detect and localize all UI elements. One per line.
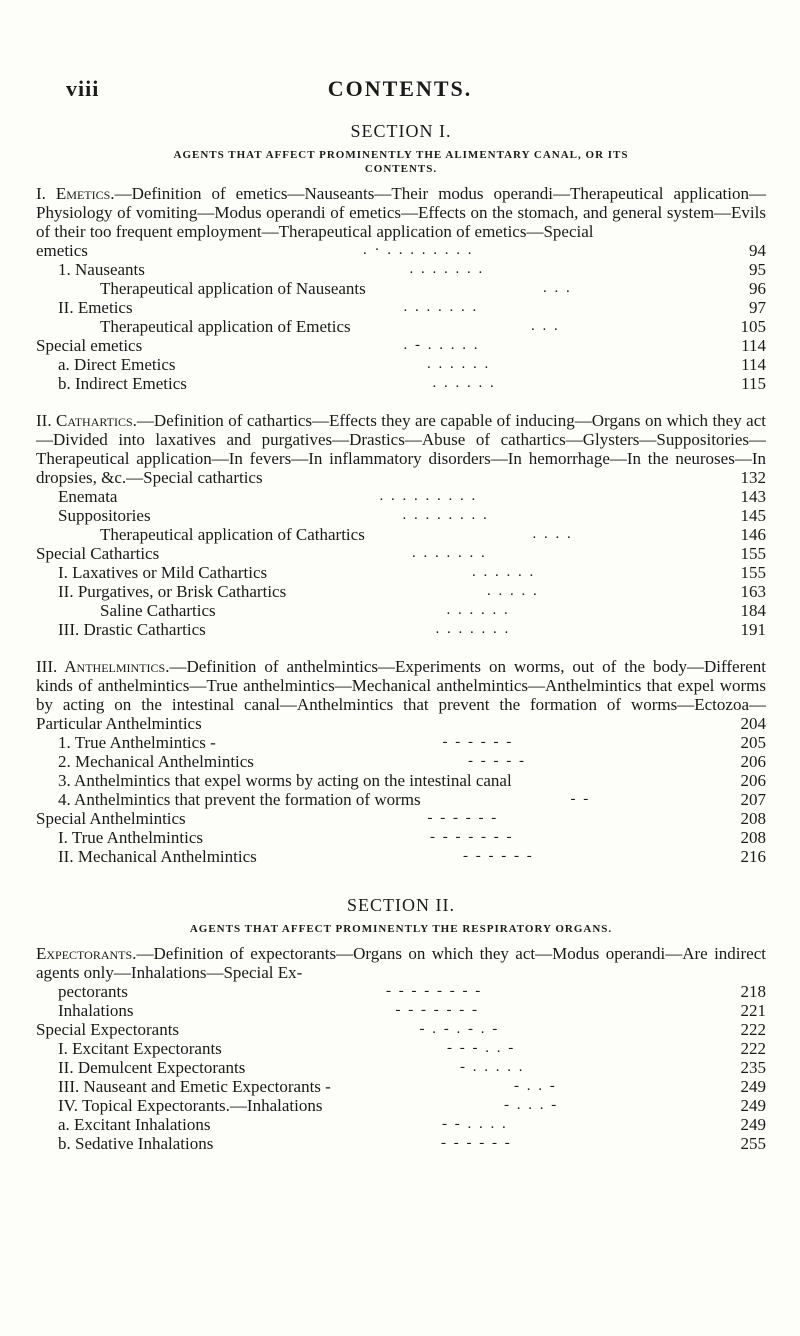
toc-leader-dots: - - - . . - [447,1040,516,1056]
toc-leader-dots: . . . . . . . [435,621,511,637]
toc-entry [36,790,766,809]
toc-page-number: 114 [741,355,766,374]
toc-entry-label: I. Excitant Expectorants [58,1039,222,1058]
toc-entry [36,487,766,506]
toc-entry [36,279,766,298]
chapter-summary: —Definition of expectorants—Organs on which they act—Modus operandi—Are indirect agents only—Inhalations—Special Ex- [36,944,766,982]
toc-page-number: 95 [749,260,766,279]
toc-entry-label: Therapeutical application of Nauseants [100,279,366,298]
toc-entry [36,1001,766,1020]
toc-entry [36,847,766,866]
toc-entry-label: pectorants [58,982,128,1001]
toc-leader-dots: - - - - - - - [430,829,514,845]
toc-leader-dots: . . . . . . . [403,299,479,315]
toc-page-number: 205 [740,733,766,752]
toc-entry [36,1134,766,1153]
toc-entry-label: I. Laxatives or Mild Cathartics [58,563,268,582]
toc-entry [36,336,766,355]
toc-entry-label: II. Emetics [58,298,133,317]
toc-entries [36,487,766,639]
chapter-heading: II. Cathartics. [36,411,137,430]
toc-leader-dots: - - - - - [468,753,526,769]
toc-entry [36,374,766,393]
toc-entry [36,544,766,563]
toc-page-number: 204 [740,714,766,733]
toc-page-number: 143 [740,487,766,506]
toc-entry-label: Enemata [58,487,118,506]
toc-entry-label: 4. Anthelmintics that prevent the formation of worms [58,790,421,809]
toc-entry [36,563,766,582]
toc-entry [36,752,766,771]
toc-entry [36,1058,766,1077]
section-subtitle: AGENTS THAT AFFECT PROMINENTLY THE RESPIRATORY ORGANS. [189,923,613,935]
chapter-summary: —Definition of cathartics—Effects they are capable of inducing—Organs on which they act—Divided into laxatives and purgatives—Drastics—Abuse of cathartics—Glysters—Suppositories—Therapeutical application—In fevers—In inflammatory disorders—In hemorrhage—In the neuroses—In dropsies, &c.—Special cathartics [36,411,766,487]
anthelmintics-block [36,657,766,866]
toc-page-number: 132 [740,468,766,487]
expectorants-paragraph [36,944,766,982]
toc-entry-label: 3. Anthelmintics that expel worms by acting on the intestinal canal [58,771,512,790]
toc-entry [36,317,766,336]
toc-entry [36,601,766,620]
toc-entry-label: a. Excitant Inhalations [58,1115,211,1134]
toc-page-number: 222 [740,1039,766,1058]
toc-entry [36,260,766,279]
contents-label: CONTENTS. [364,163,438,175]
section-subtitle: AGENTS THAT AFFECT PROMINENTLY THE ALIMENTARY CANAL, OR ITS [173,149,629,161]
toc-entry [36,1020,766,1039]
chapter-heading: I. Emetics. [36,184,115,203]
toc-page-number: 191 [740,620,766,639]
toc-entry [36,582,766,601]
toc-leader-dots: - . - . - . - [419,1021,500,1037]
expectorants-block [36,944,766,1153]
running-title: CONTENTS. [327,76,473,101]
toc-leader-dots: - . . - [514,1078,557,1094]
toc-entry-label: III. Nauseant and Emetic Expectorants - [58,1077,331,1096]
toc-entry-label: Special Expectorants [36,1020,180,1039]
toc-leader-dots: - - - - - - - - [386,983,483,999]
toc-entry [36,1115,766,1134]
toc-page-number: 145 [740,506,766,525]
toc-page-number: 97 [749,298,766,317]
toc-entry [36,809,766,828]
toc-page-number: 208 [740,828,766,847]
toc-entry-label: Special Anthelmintics [36,809,186,828]
toc-leader-dots: . - . . . . . [403,337,480,353]
chapter-summary: —Definition of anthelmintics—Experiments on worms, out of the body—Different kinds of anthelmintics—True anthelmintics—Mechanical anthelmintics—Anthelmintics that expel worms by acting on the intestinal canal—Anthelmintics that prevent the formation of worms—Ectozoa—Particular Anthelmintics [36,657,766,733]
toc-page-number: 206 [740,771,766,790]
toc-leader-dots: - - - - - - - [395,1002,479,1018]
toc-entry-label: Inhalations [58,1001,134,1020]
anthelmintics-paragraph [36,657,766,733]
section-title: SECTION I. [350,121,452,141]
toc-entry-label: Saline Cathartics [100,601,216,620]
toc-page-number: 155 [740,544,766,563]
toc-entry [36,525,766,544]
toc-page-number: 249 [740,1115,766,1134]
toc-entries [36,241,766,393]
toc-leader-dots: . . . . . . [427,356,491,372]
toc-page-number: 206 [740,752,766,771]
toc-page-number: 96 [749,279,766,298]
chapter-heading: Expectorants. [36,944,137,963]
toc-entry-label: II. Demulcent Expectorants [58,1058,246,1077]
toc-entry-label: 1. Nauseants [58,260,145,279]
toc-page-number: 94 [749,241,766,260]
section-2 [36,894,766,1153]
toc-leader-dots: . . . [531,318,560,334]
toc-page-number: 255 [740,1134,766,1153]
section-title: SECTION II. [347,895,455,915]
cathartics-block [36,411,766,639]
toc-leader-dots: - - [570,791,591,807]
chapter-summary: —Definition of emetics—Nauseants—Their modus operandi—Therapeutical application—Physiology of vomiting—Modus operandi of emetics—Effects on the stomach, and general system—Evils of their too frequent employment—Therapeutical application of emetics—Special [36,184,766,241]
toc-page-number: 216 [740,847,766,866]
toc-entry-label: Suppositories [58,506,151,525]
toc-entry [36,1096,766,1115]
toc-page-number: 222 [740,1020,766,1039]
toc-page-number: 221 [740,1001,766,1020]
toc-entry-label: 1. True Anthelmintics - [58,733,216,752]
toc-leader-dots: . . . . . [487,583,539,599]
toc-leader-dots: - - - - - - [442,734,514,750]
toc-leader-dots: . . . . . . . . . [379,488,478,504]
toc-leader-dots: - - - - - - [463,848,534,864]
chapter-heading: III. Anthelmintics. [36,657,170,676]
toc-entry-label: Therapeutical application of Emetics [100,317,351,336]
toc-leader-dots: . . . . . . . . [402,507,489,523]
toc-leader-dots: . . . . . . . [409,261,485,277]
toc-entry-label: b. Indirect Emetics [58,374,187,393]
toc-entries [36,982,766,1153]
toc-entry-label: Special emetics [36,336,143,355]
toc-entry-label: Special Cathartics [36,544,160,563]
toc-entry [36,1039,766,1058]
toc-leader-dots: . . . . . . [472,564,536,580]
toc-entry [36,620,766,639]
toc-leader-dots: . · . . . . . . . . [363,242,474,258]
toc-entry-label: II. Purgatives, or Brisk Cathartics [58,582,287,601]
toc-entry [36,1077,766,1096]
toc-page-number: 105 [740,317,766,336]
toc-page-number: 155 [740,563,766,582]
toc-leader-dots: . . . . . . . [412,545,487,561]
toc-leader-dots: - . . . - [504,1097,559,1113]
toc-page-number: 115 [741,374,766,393]
toc-entry-label: b. Sedative Inhalations [58,1134,214,1153]
emetics-paragraph [36,184,766,241]
toc-entry [36,506,766,525]
page-number: viii [66,76,100,101]
toc-leader-dots: . . . . . . [446,602,510,618]
toc-page-number: 114 [741,336,766,355]
toc-entry [36,355,766,374]
toc-page-number: 218 [740,982,766,1001]
toc-page-number: 235 [740,1058,766,1077]
toc-entry [36,771,766,790]
toc-entry [36,298,766,317]
toc-entry-label: Therapeutical application of Cathartics [100,525,365,544]
toc-leader-dots: . . . . [532,526,573,542]
toc-entry-label: I. True Anthelmintics [58,828,203,847]
toc-entry [36,733,766,752]
toc-entry-label: a. Direct Emetics [58,355,176,374]
toc-entry-label: 2. Mechanical Anthelmintics [58,752,254,771]
toc-page-number: 184 [740,601,766,620]
contents-page [36,120,766,1153]
section-1 [36,120,766,866]
toc-page-number: 207 [740,790,766,809]
toc-entries [36,733,766,866]
running-header [66,76,734,104]
toc-page-number: 163 [740,582,766,601]
toc-entry-label: emetics [36,241,88,260]
toc-page-number: 249 [740,1077,766,1096]
toc-page-number: 208 [740,809,766,828]
toc-entry-label: II. Mechanical Anthelmintics [58,847,257,866]
toc-entry-label: III. Drastic Cathartics [58,620,206,639]
toc-leader-dots: - - - - - - [441,1135,512,1151]
toc-leader-dots: . . . [543,280,572,296]
toc-entry [36,982,766,1001]
toc-entry [36,828,766,847]
toc-entry-label: IV. Topical Expectorants.—Inhalations [58,1096,323,1115]
toc-page-number: 146 [740,525,766,544]
emetics-block [36,184,766,393]
cathartics-paragraph [36,411,766,487]
toc-entry [36,241,766,260]
toc-leader-dots: - . . . . . [460,1059,525,1075]
toc-leader-dots: - - - - - - [427,810,499,826]
toc-leader-dots: - - . . . . [442,1116,508,1132]
toc-page-number: 249 [740,1096,766,1115]
toc-leader-dots: . . . . . . [432,375,496,391]
